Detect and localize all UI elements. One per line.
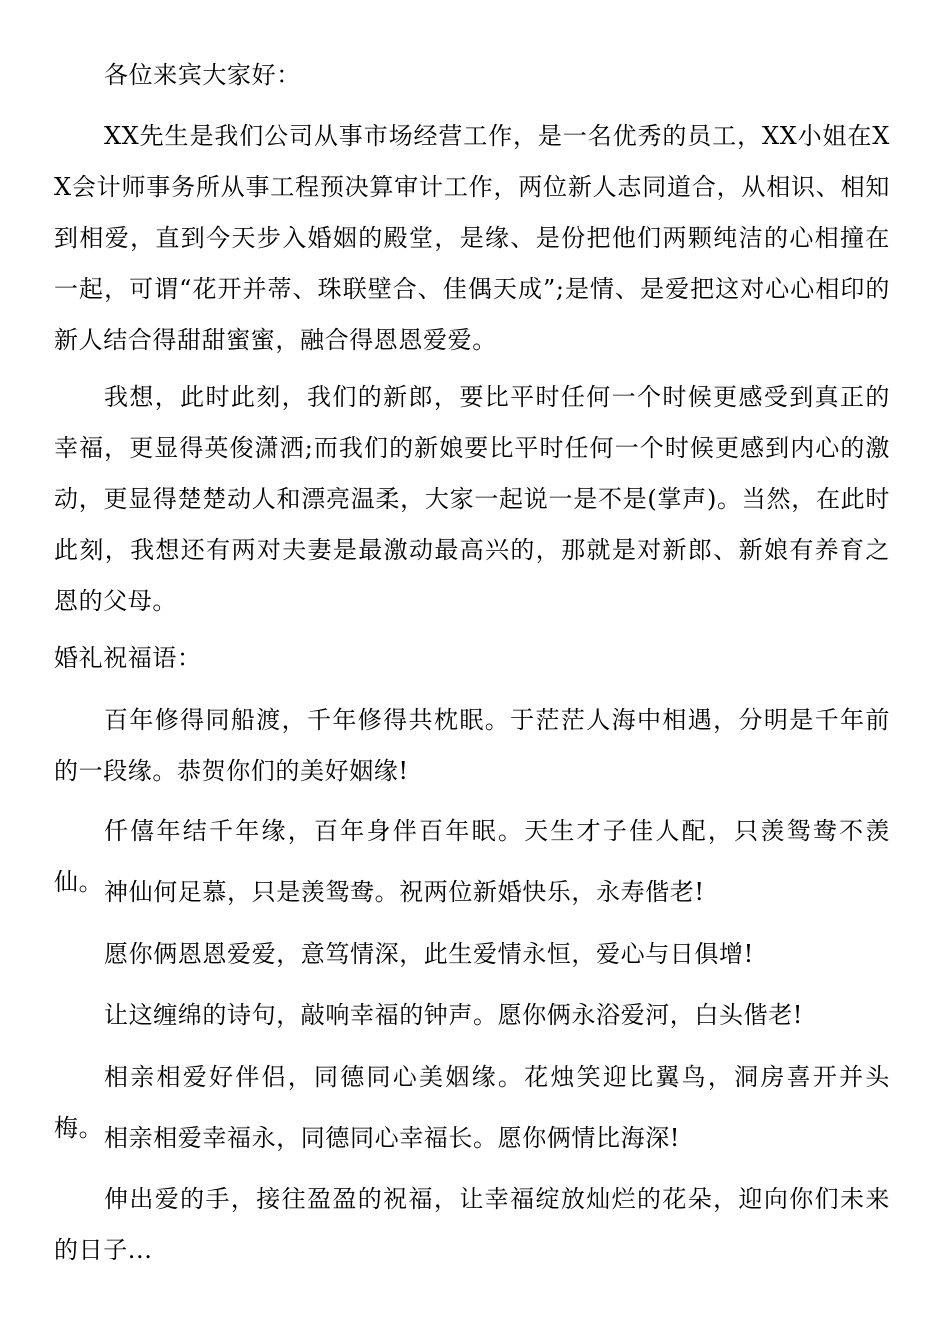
blessing-item: 愿你俩恩恩爱爱，意笃情深，此生爱情永恒，爱心与日俱增!	[104, 940, 754, 968]
blessing-item: 伸出爱的手，接往盈盈的祝福，让幸福绽放灿烂的花朵，迎向你们未来的日子...	[54, 1185, 890, 1264]
section-heading: 婚礼祝福语：	[54, 644, 202, 672]
blessing-item: 相亲相爱幸福永，同德同心幸福长。愿你俩情比海深!	[104, 1124, 681, 1152]
blessing-item: 相亲相爱好伴侣，同德同心美姻缘。花烛笑迎比翼鸟，洞房喜开并头梅。	[54, 1063, 890, 1142]
blessing-item: 百年修得同船渡，千年修得共枕眠。于茫茫人海中相遇，分明是千年前的一段缘。恭贺你们的美好姻缘!	[54, 706, 890, 785]
blessing-item: 神仙何足慕，只是羡鸳鸯。祝两位新婚快乐，永寿偕老!	[104, 878, 705, 906]
blessing-item: 仟僖年结千年缘，百年身伴百年眠。天生才子佳人配，只羡鸳鸯不羡仙。	[54, 817, 890, 896]
paragraph-speech: 我想，此时此刻，我们的新郎，要比平时任何一个时候更感受到真正的幸福，更显得英俊潇洒;而我们的新娘要比平时任何一个时候更感到内心的激动，更显得楚楚动人和漂亮温柔，大家一起说一是不是(掌声)。当然，在此时此刻，我想还有两对夫妻是最激动最高兴的，那就是对新郎、新娘有养育之恩的父母。	[54, 383, 890, 615]
blessing-item: 让这缠绵的诗句，敲响幸福的钟声。愿你俩永浴爱河，白头偕老!	[104, 1001, 804, 1029]
greeting-line: 各位来宾大家好：	[104, 61, 301, 89]
paragraph-introduction: XX先生是我们公司从事市场经营工作，是一名优秀的员工，XX小姐在XX会计师事务所从事工程预决算审计工作，两位新人志同道合，从相识、相知到相爱，直到今天步入婚姻的殿堂，是缘、是份把他们两颗纯洁的心相撞在一起，可谓“花开并蒂、珠联壁合、佳偶天成”;是情、是爱把这对心心相印的新人结合得甜甜蜜蜜，融合得恩恩爱爱。	[54, 122, 890, 354]
